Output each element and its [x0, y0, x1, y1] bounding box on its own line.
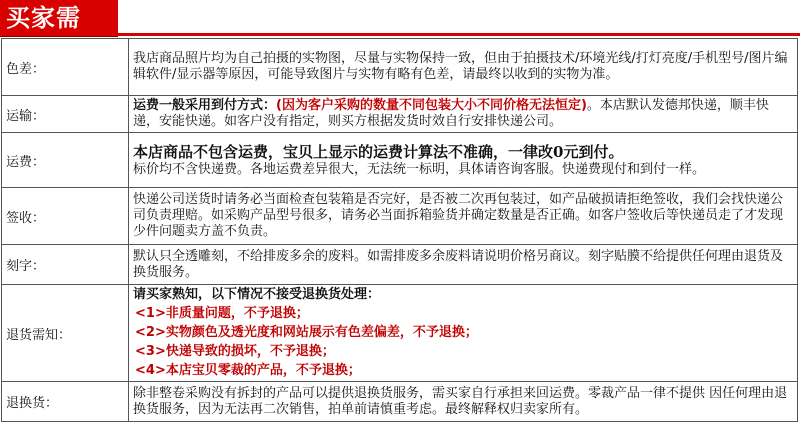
returns-rule: <2>实物颜色及透光度和网站展示有色差偏差，不予退换； [135, 325, 478, 340]
engraving-text: 默认只全透雕刻，不给排废多余的废料。如需排废多余废料请说明价格另商议。刻字贴膜不给提供任何理由退货及换货服务。 [133, 248, 784, 280]
color-diff-text: 我店商品照片均为自己拍摄的实物图，尽量与实物保持一致，但由于拍摄技术/环境光线/打灯亮度/手机型号/图片编辑软件/显示器等原因，可能导致图片与实物有略有色差，请最终以收到的实物为准。 [133, 51, 788, 82]
row-content [129, 285, 798, 382]
row-exchange [2, 382, 798, 422]
row-content [129, 188, 798, 245]
row-label: 退货需知： [2, 285, 129, 382]
row-content [129, 96, 798, 133]
banner-title-block [0, 0, 118, 64]
row-label: 运输： [2, 96, 129, 133]
shipping-couriers: 。本店默认发德邦快递，顺丰快递，安能快递。如客户没有指定，则买方根据发货时效自行安排快递公司。 [133, 98, 769, 129]
row-returns [2, 285, 798, 382]
freight-notice: 本店商品不包含运费，宝贝上显示的运费计算法不准确，一律改0元到付。 [133, 142, 624, 161]
returns-rule: <3>快递导致的损坏，不予退换； [135, 344, 335, 359]
row-freight [2, 133, 798, 188]
shipping-reason: (因为客户采购的数量不同包装大小不同价格无法恒定) [276, 98, 587, 113]
row-content [129, 245, 798, 285]
freight-detail: 标价均不含快递费。各地运费差异很大，无法统一标明，具体请咨询客服。快递费现付和到付一样。 [133, 161, 706, 177]
row-label: 刻字： [2, 245, 129, 285]
notice-table [1, 38, 798, 422]
row-receipt [2, 188, 798, 245]
notice-banner [0, 0, 800, 64]
banner-title: 买家需知： [6, 4, 81, 64]
row-shipping [2, 96, 798, 133]
row-label: 签收： [2, 188, 129, 245]
row-content [129, 133, 798, 188]
row-label: 运费： [2, 133, 129, 188]
shipping-method: 运费一般采用到付方式： [133, 98, 277, 113]
row-content [129, 382, 798, 422]
returns-rule: <1>非质量问题，不予退换； [135, 306, 309, 321]
row-content [129, 39, 798, 96]
row-label: 退换货： [2, 382, 129, 422]
row-color-diff [2, 39, 798, 96]
exchange-text: 除非整卷采购没有拆封的产品可以提供退换货服务，需买家自行承担来回运费。零裁产品一律不提供 因任何理由退换货服务，因为无法再二次销售，拍单前请慎重考虑。最终解释权归卖家所有。 [133, 385, 788, 417]
row-label: 色差： [2, 39, 129, 96]
returns-heading: 请买家熟知，以下情况不接受退换货处理： [133, 287, 381, 302]
row-engraving [2, 245, 798, 285]
receipt-text: 快递公司送货时请务必当面检查包装箱是否完好，是否被二次再包装过，如产品破损请拒绝签收，我们会找快递公司负责理赔。如采购产品型号很多，请务必当面拆箱验货并确定数量是否正确。如客户签收后等快递员走了才发现少件问题卖方盖不负责。 [133, 192, 784, 239]
returns-rule: <4>本店宝贝零裁的产品，不予退换； [135, 363, 361, 378]
banner-underline [118, 33, 800, 36]
